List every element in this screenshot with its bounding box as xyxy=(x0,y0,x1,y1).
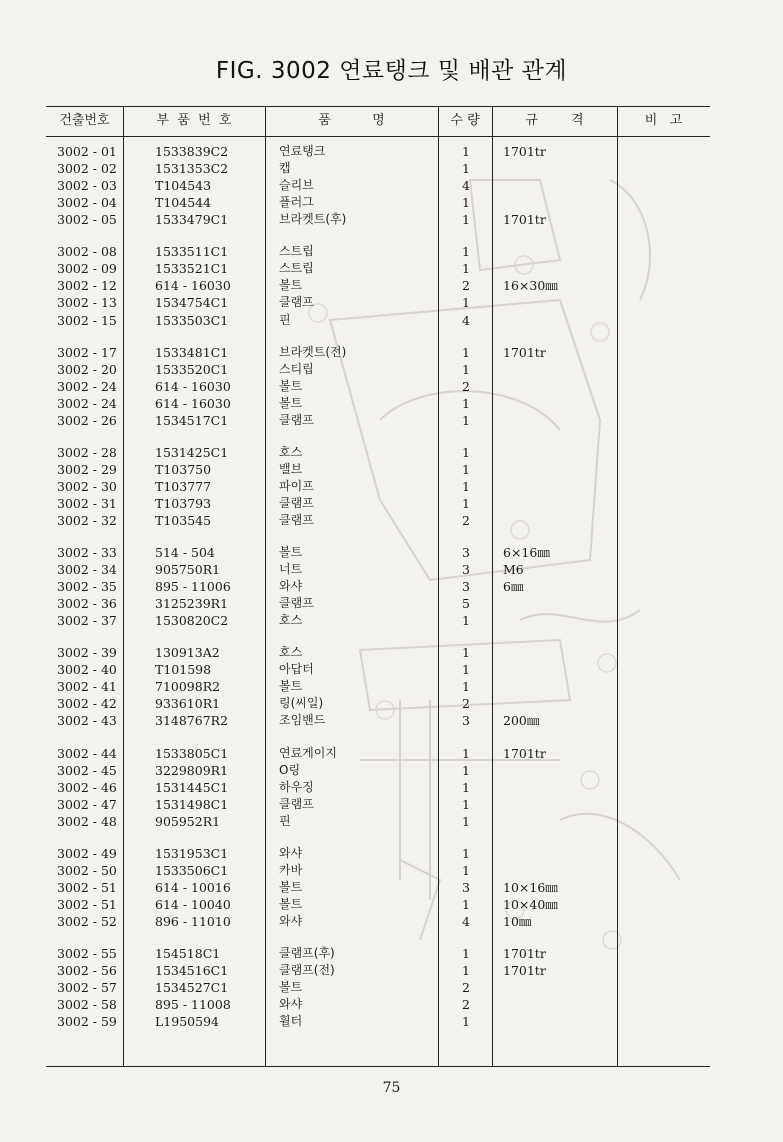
table-cell-qty: 1 xyxy=(462,845,470,861)
table-cell-name: 클램프(후) xyxy=(279,946,335,960)
table-cell-qty: 1 xyxy=(462,161,470,177)
table-cell-part: 614 - 16030 xyxy=(155,278,231,294)
column-divider xyxy=(617,106,618,1066)
table-cell-name: 볼트 xyxy=(279,980,303,995)
table-cell-no: 3002 - 58 xyxy=(57,997,117,1013)
table-cell-qty: 1 xyxy=(462,412,470,428)
table-cell-name: 링(씨일) xyxy=(279,696,324,711)
table-cell-part: T104543 xyxy=(155,178,212,194)
table-cell-no: 3002 - 08 xyxy=(57,244,117,260)
table-cell-no: 3002 - 33 xyxy=(57,545,117,560)
table-cell-no: 3002 - 35 xyxy=(57,579,117,595)
page-title: FIG. 3002 연료탱크 및 배관 관계 xyxy=(215,58,568,84)
table-cell-name: 핀 xyxy=(279,312,291,327)
table-cell-part: T101598 xyxy=(155,662,212,678)
table-cell-no: 3002 - 39 xyxy=(57,645,117,661)
page-number: 75 xyxy=(382,1080,401,1096)
table-cell-part: 130913A2 xyxy=(155,645,220,661)
table-cell-name: 볼트 xyxy=(279,679,303,694)
table-cell-qty: 1 xyxy=(462,762,470,778)
table-cell-spec: 16×30㎜ xyxy=(503,278,558,294)
table-cell-name: 너트 xyxy=(279,562,303,577)
table-cell-part: 1533839C2 xyxy=(155,144,229,159)
table-cell-spec: 10㎜ xyxy=(503,913,532,929)
table-cell-qty: 1 xyxy=(462,478,470,494)
table-cell-part: 1534754C1 xyxy=(155,295,229,311)
table-cell-qty: 2 xyxy=(462,980,470,996)
table-cell-spec: 1701tr xyxy=(503,946,546,961)
table-cell-no: 3002 - 59 xyxy=(57,1014,117,1030)
table-cell-no: 3002 - 04 xyxy=(57,195,117,211)
table-cell-spec: 1701tr xyxy=(503,144,546,159)
table-cell-part: 1533481C1 xyxy=(155,344,229,360)
table-cell-no: 3002 - 37 xyxy=(57,613,117,629)
table-cell-no: 3002 - 42 xyxy=(57,696,117,712)
table-cell-qty: 1 xyxy=(462,679,470,695)
table-cell-no: 3002 - 56 xyxy=(57,963,117,978)
table-cell-qty: 1 xyxy=(462,244,470,260)
table-cell-qty: 4 xyxy=(462,312,470,328)
table-cell-name: 클램프 xyxy=(279,796,314,811)
column-divider xyxy=(438,106,439,1066)
table-cell-qty: 1 xyxy=(462,963,470,978)
table-cell-qty: 1 xyxy=(462,862,470,878)
table-cell-no: 3002 - 20 xyxy=(57,361,117,377)
table-cell-part: 710098R2 xyxy=(155,679,221,695)
table-cell-part: 1531498C1 xyxy=(155,796,229,812)
table-cell-qty: 1 xyxy=(462,361,470,377)
table-cell-name: 볼트 xyxy=(279,545,303,559)
table-cell-part: 905750R1 xyxy=(155,562,221,578)
table-cell-name: 와샤 xyxy=(279,845,303,860)
table-cell-no: 3002 - 29 xyxy=(57,461,117,477)
table-cell-no: 3002 - 51 xyxy=(57,896,117,912)
table-cell-no: 3002 - 47 xyxy=(57,796,117,812)
table-cell-qty: 5 xyxy=(462,596,470,612)
table-cell-name: 하우징 xyxy=(279,779,314,794)
table-cell-name: 스트립 xyxy=(279,261,314,276)
table-cell-no: 3002 - 55 xyxy=(57,946,117,961)
table-cell-no: 3002 - 44 xyxy=(57,745,117,761)
table-cell-spec: 6㎜ xyxy=(503,579,524,595)
table-cell-spec: 1701tr xyxy=(503,745,546,761)
table-cell-no: 3002 - 45 xyxy=(57,762,117,778)
table-cell-qty: 1 xyxy=(462,395,470,411)
table-cell-name: 슬리브 xyxy=(279,178,314,193)
table-cell-no: 3002 - 05 xyxy=(57,212,117,228)
table-cell-name: 볼트 xyxy=(279,879,303,894)
table-cell-name: 와샤 xyxy=(279,913,303,928)
table-cell-name: 클램프 xyxy=(279,596,314,611)
column-divider xyxy=(492,106,493,1066)
table-cell-name: 볼트 xyxy=(279,278,303,293)
table-cell-part: T103793 xyxy=(155,495,212,511)
table-cell-name: 캡 xyxy=(279,161,291,176)
table-cell-qty: 2 xyxy=(462,696,470,712)
table-cell-spec: 200㎜ xyxy=(503,713,540,729)
table-cell-name: 와샤 xyxy=(279,997,303,1012)
table-cell-qty: 1 xyxy=(462,295,470,311)
table-cell-no: 3002 - 30 xyxy=(57,478,117,494)
table-cell-qty: 1 xyxy=(462,461,470,477)
table-cell-spec: 1701tr xyxy=(503,963,546,978)
table-cell-part: 514 - 504 xyxy=(155,545,215,560)
table-cell-no: 3002 - 31 xyxy=(57,495,117,511)
table-cell-name: 볼트 xyxy=(279,378,303,393)
table-cell-part: 3148767R2 xyxy=(155,713,229,729)
table-cell-part: 933610R1 xyxy=(155,696,221,712)
table-cell-qty: 1 xyxy=(462,896,470,912)
table-cell-part: 614 - 10040 xyxy=(155,896,231,912)
table-cell-qty: 3 xyxy=(462,545,470,560)
table-cell-part: T104544 xyxy=(155,195,212,211)
table-cell-no: 3002 - 51 xyxy=(57,879,117,895)
table-cell-qty: 1 xyxy=(462,745,470,761)
table-cell-name: 연료게이지 xyxy=(279,745,337,760)
header-part-number: 부 품 번 호 xyxy=(156,113,232,128)
table-cell-no: 3002 - 48 xyxy=(57,813,117,829)
table-cell-no: 3002 - 40 xyxy=(57,662,117,678)
table-cell-qty: 3 xyxy=(462,879,470,895)
table-cell-qty: 2 xyxy=(462,378,470,394)
table-cell-name: 휠터 xyxy=(279,1014,303,1029)
table-cell-name: 클램프 xyxy=(279,513,314,527)
table-cell-name: 브라켓트(전) xyxy=(279,344,347,359)
table-cell-name: 호스 xyxy=(279,645,303,660)
table-cell-qty: 1 xyxy=(462,261,470,277)
table-cell-qty: 1 xyxy=(462,796,470,812)
header-remarks: 비 고 xyxy=(644,113,683,128)
table-cell-qty: 1 xyxy=(462,144,470,159)
column-divider xyxy=(123,106,124,1066)
table-cell-part: 895 - 11008 xyxy=(155,997,231,1013)
table-cell-name: 스트립 xyxy=(279,244,314,259)
table-cell-spec: 1701tr xyxy=(503,212,546,228)
table-cell-qty: 3 xyxy=(462,713,470,729)
table-cell-part: 3229809R1 xyxy=(155,762,229,778)
header-spec: 규 격 xyxy=(525,113,584,128)
table-cell-no: 3002 - 49 xyxy=(57,845,117,861)
table-cell-name: 플러그 xyxy=(279,195,314,210)
table-cell-no: 3002 - 46 xyxy=(57,779,117,795)
table-cell-part: T103545 xyxy=(155,513,212,528)
table-cell-no: 3002 - 02 xyxy=(57,161,117,177)
table-cell-part: 614 - 10016 xyxy=(155,879,231,895)
table-cell-no: 3002 - 52 xyxy=(57,913,117,929)
table-cell-no: 3002 - 09 xyxy=(57,261,117,277)
table-cell-part: 1531353C2 xyxy=(155,161,229,177)
header-quantity: 수 량 xyxy=(450,113,480,128)
table-top-rule xyxy=(46,106,710,107)
table-cell-part: 1534517C1 xyxy=(155,412,229,428)
table-cell-no: 3002 - 34 xyxy=(57,562,117,578)
table-cell-name: 클램프 xyxy=(279,295,314,310)
table-cell-qty: 1 xyxy=(462,195,470,211)
table-cell-qty: 4 xyxy=(462,913,470,929)
header-part-name: 품 명 xyxy=(318,113,385,128)
table-cell-part: 614 - 16030 xyxy=(155,378,231,394)
table-cell-spec: 10×16㎜ xyxy=(503,879,558,895)
table-cell-name: 볼트 xyxy=(279,896,303,911)
table-cell-qty: 1 xyxy=(462,813,470,829)
table-cell-name: 브라켓트(후) xyxy=(279,212,347,227)
table-cell-part: 1534516C1 xyxy=(155,963,229,978)
header-part-no-index: 건출번호 xyxy=(59,113,110,128)
table-cell-no: 3002 - 24 xyxy=(57,378,117,394)
table-cell-name: 연료탱크 xyxy=(279,144,326,158)
table-cell-part: 1533506C1 xyxy=(155,862,229,878)
table-cell-part: 614 - 16030 xyxy=(155,395,231,411)
table-cell-qty: 1 xyxy=(462,613,470,629)
table-bottom-rule xyxy=(46,1066,710,1067)
table-cell-spec: 1701tr xyxy=(503,344,546,360)
table-cell-spec: M6 xyxy=(503,562,524,578)
table-cell-part: 1533521C1 xyxy=(155,261,229,277)
table-cell-name: 와샤 xyxy=(279,579,303,594)
table-cell-part: 1531953C1 xyxy=(155,845,229,861)
table-cell-part: 895 - 11006 xyxy=(155,579,231,595)
table-cell-no: 3002 - 57 xyxy=(57,980,117,996)
table-cell-name: 클램프 xyxy=(279,412,314,427)
table-cell-qty: 3 xyxy=(462,579,470,595)
table-cell-name: 볼트 xyxy=(279,395,303,410)
table-cell-part: T103777 xyxy=(155,478,212,494)
table-cell-name: 카바 xyxy=(279,862,303,877)
table-cell-name: O링 xyxy=(279,762,301,777)
table-cell-qty: 1 xyxy=(462,212,470,228)
table-cell-part: 1530820C2 xyxy=(155,613,229,629)
table-cell-no: 3002 - 50 xyxy=(57,862,117,878)
table-cell-name: 아답터 xyxy=(279,662,314,677)
table-cell-name: 클램프(전) xyxy=(279,963,335,977)
table-cell-no: 3002 - 12 xyxy=(57,278,117,294)
table-cell-no: 3002 - 24 xyxy=(57,395,117,411)
table-cell-part: 1531445C1 xyxy=(155,779,229,795)
table-cell-part: 1533511C1 xyxy=(155,244,229,260)
table-cell-qty: 3 xyxy=(462,562,470,578)
table-cell-part: 154518C1 xyxy=(155,946,221,961)
table-cell-spec: 6×16㎜ xyxy=(503,545,550,560)
table-cell-part: 1533503C1 xyxy=(155,312,229,328)
table-cell-name: 파이프 xyxy=(279,478,314,493)
table-cell-part: 1533479C1 xyxy=(155,212,229,228)
table-cell-qty: 1 xyxy=(462,662,470,678)
table-cell-no: 3002 - 32 xyxy=(57,513,117,528)
table-cell-no: 3002 - 15 xyxy=(57,312,117,328)
table-cell-name: 호스 xyxy=(279,613,303,628)
table-cell-qty: 4 xyxy=(462,178,470,194)
table-cell-qty: 1 xyxy=(462,495,470,511)
table-cell-no: 3002 - 26 xyxy=(57,412,117,428)
table-cell-no: 3002 - 01 xyxy=(57,144,117,159)
table-cell-no: 3002 - 41 xyxy=(57,679,117,695)
table-cell-part: 1534527C1 xyxy=(155,980,229,996)
column-divider xyxy=(265,106,266,1066)
table-cell-qty: 1 xyxy=(462,1014,470,1030)
table-cell-qty: 1 xyxy=(462,344,470,360)
table-cell-qty: 2 xyxy=(462,278,470,294)
table-cell-no: 3002 - 43 xyxy=(57,713,117,729)
table-cell-part: 905952R1 xyxy=(155,813,221,829)
table-cell-name: 호스 xyxy=(279,444,303,459)
table-cell-no: 3002 - 17 xyxy=(57,344,117,360)
table-cell-part: T103750 xyxy=(155,461,212,477)
table-cell-no: 3002 - 03 xyxy=(57,178,117,194)
table-cell-name: 밸브 xyxy=(279,461,303,476)
table-cell-part: 1533520C1 xyxy=(155,361,229,377)
table-cell-part: 896 - 11010 xyxy=(155,913,231,929)
table-cell-no: 3002 - 13 xyxy=(57,295,117,311)
table-cell-no: 3002 - 28 xyxy=(57,444,117,460)
header-bottom-rule xyxy=(46,136,710,137)
table-cell-name: 클램프 xyxy=(279,495,314,510)
table-cell-qty: 1 xyxy=(462,779,470,795)
table-cell-name: 스티립 xyxy=(279,361,314,376)
table-cell-qty: 2 xyxy=(462,997,470,1013)
table-cell-name: 핀 xyxy=(279,813,291,828)
table-cell-name: 조임밴드 xyxy=(279,713,326,728)
table-cell-qty: 1 xyxy=(462,444,470,460)
table-cell-qty: 1 xyxy=(462,946,470,961)
table-cell-no: 3002 - 36 xyxy=(57,596,117,612)
table-cell-qty: 2 xyxy=(462,513,470,528)
table-cell-part: 3125239R1 xyxy=(155,596,229,612)
table-cell-part: 1531425C1 xyxy=(155,444,229,460)
table-cell-qty: 1 xyxy=(462,645,470,661)
table-cell-spec: 10×40㎜ xyxy=(503,896,558,912)
table-cell-part: L1950594 xyxy=(155,1014,219,1030)
table-cell-part: 1533805C1 xyxy=(155,745,229,761)
